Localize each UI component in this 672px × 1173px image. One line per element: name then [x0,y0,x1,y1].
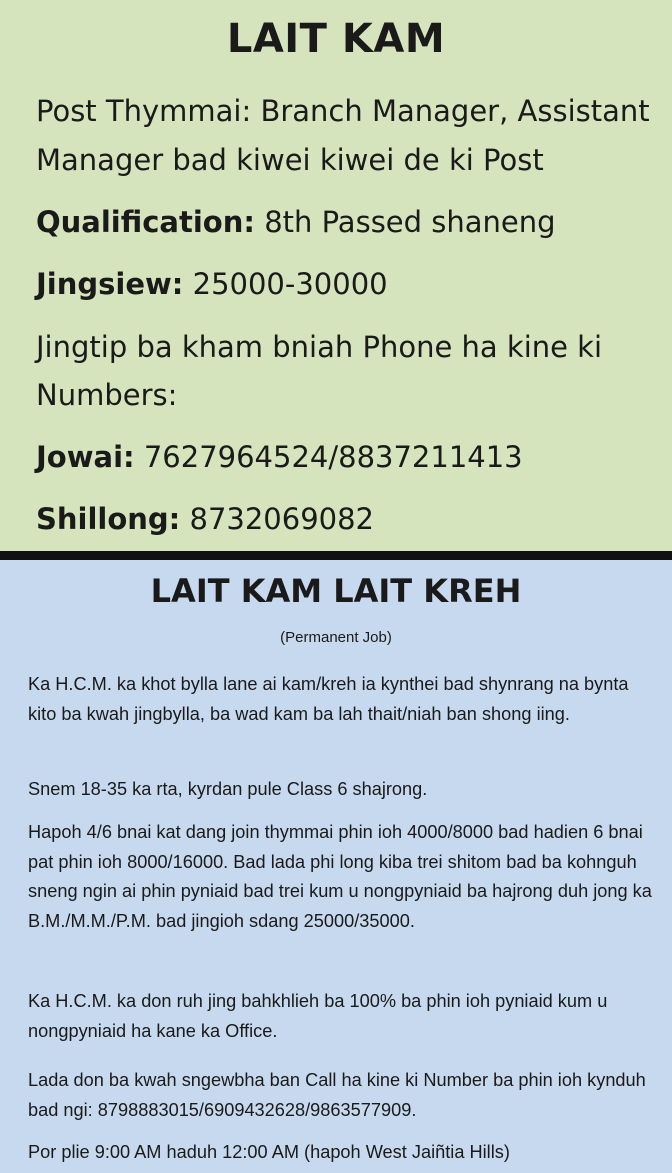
shillong-label: Shillong: [36,502,181,536]
paragraph-hours: Por plie 9:00 AM haduh 12:00 AM (hapoh West Jaiñtia Hills) [28,1142,510,1162]
salary-row [36,268,656,300]
paragraph-salary: Hapoh 4/6 bnai kat dang join thymmai phin ioh 4000/8000 bad hadien 6 bnai pat phin ioh 8000/16000. Bad lada phi long kiba trei shitom bad ba kohnguh sneng ngin ai phin pyniaid bad trei kum u nongpyniaid ba hajrong duh jong ka B.M./M.M./P.M. bad jingioh sdang 25000/35000. [28,822,652,931]
jowai-label: Jowai: [36,440,135,474]
main-title: LAIT KAM [226,16,446,62]
jowai-number: 7627964524/8837211413 [143,440,523,474]
shillong-number: 8732069082 [189,502,375,536]
paragraph-promotion: Ka H.C.M. ka don ruh jing bahkhlieh ba 100% ba phin ioh pyniaid kum u nongpyniaid ha kane ka Office. [28,991,608,1041]
paragraph-intro: Ka H.C.M. ka khot bylla lane ai kam/kreh ia kynthei bad shynrang na bynta kito ba kwah jingbylla, ba wad kam ba lah thait/niah ban shong iing. [28,674,629,724]
subtitle: (Permanent Job) [280,629,392,646]
shillong-row [36,503,656,535]
secondary-title: LAIT KAM LAIT KREH [150,572,522,610]
salary-value: 25000-30000 [192,267,388,301]
contact-line-2: Numbers: [36,378,178,412]
qualification-value: 8th Passed shaneng [264,205,556,239]
salary-label: Jingsiew: [36,267,184,301]
qualification-row [36,206,656,238]
contact-line-1: Jingtip ba kham bniah Phone ha kine ki [36,330,603,364]
qualification-label: Qualification: [36,205,255,239]
post-line-1: Post Thymmai: Branch Manager, Assistant [36,94,650,128]
section-divider [0,551,672,560]
paragraph-contact: Lada don ba kwah sngewbha ban Call ha kine ki Number ba phin ioh kynduh bad ngi: 8798883015/6909432628/9863577909. [28,1070,646,1120]
paragraph-eligibility: Snem 18-35 ka rta, kyrdan pule Class 6 shajrong. [28,779,428,799]
jowai-row [36,441,656,473]
post-line-2: Manager bad kiwei kiwei de ki Post [36,143,544,177]
